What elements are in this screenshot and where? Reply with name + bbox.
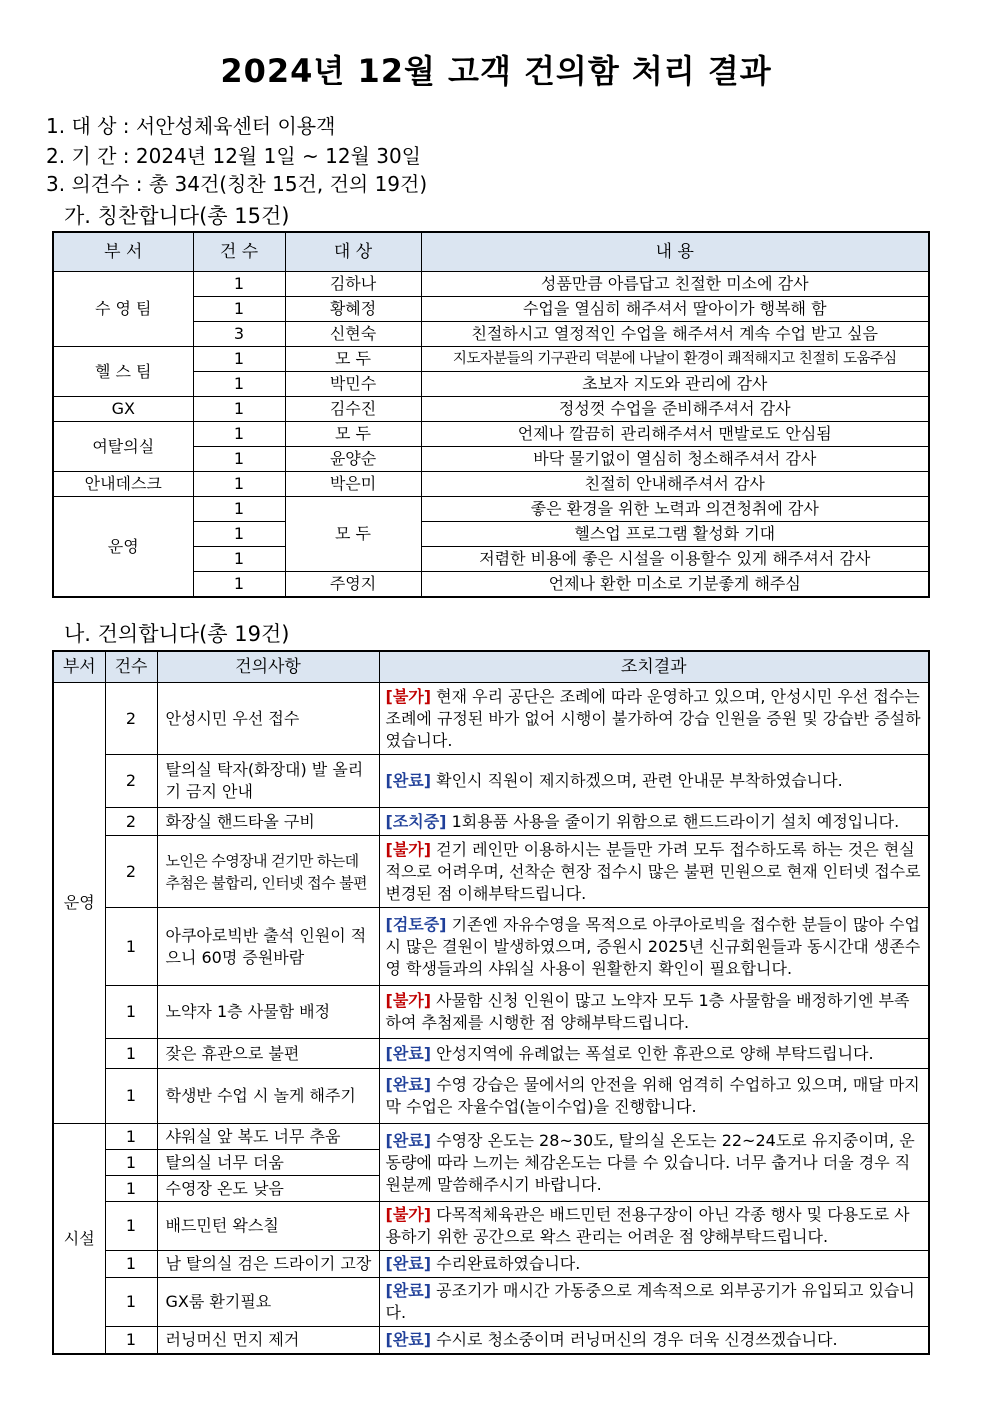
item-cell: 학생반 수업 시 놀게 해주기: [157, 1069, 379, 1124]
info-label: 2. 기 간 :: [46, 144, 136, 168]
item-cell: 아쿠아로빅반 출석 인원이 적으니 60명 증원바람: [157, 908, 379, 986]
table-row: [53, 497, 929, 522]
count-cell: 1: [105, 1124, 157, 1150]
status-tag: [조치중]: [385, 811, 447, 831]
target-cell: 박민수: [285, 372, 421, 397]
info-value: 총 34건(칭찬 15건, 건의 19건): [148, 172, 428, 196]
count-cell: 1: [193, 297, 285, 322]
content-cell: 지도자분들의 기구관리 덕분에 나날이 환경이 쾌적해지고 친절히 도움주심: [421, 347, 929, 372]
item-cell: 잦은 휴관으로 불편: [157, 1039, 379, 1069]
table-row: [53, 347, 929, 372]
header-result: 조치결과: [379, 651, 929, 683]
status-tag: [완료]: [385, 1254, 432, 1273]
table-header-row: [53, 651, 929, 683]
result-cell: [379, 683, 929, 755]
content-cell: 정성껏 수업을 준비해주셔서 감사: [421, 397, 929, 422]
table-row: [53, 472, 929, 497]
count-cell: 1: [105, 1150, 157, 1176]
result-cell: [379, 808, 929, 836]
item-cell: 샤워실 앞 복도 너무 추움: [157, 1124, 379, 1150]
status-tag: [불가]: [385, 1205, 432, 1224]
status-tag: [검토중]: [385, 914, 447, 934]
document-title: 2024년 12월 고객 건의함 처리 결과: [220, 52, 772, 90]
header-count: 건수: [105, 651, 157, 683]
count-cell: 1: [105, 1069, 157, 1124]
dept-cell: GX: [53, 397, 193, 422]
info-label: 1. 대 상 :: [46, 114, 136, 138]
content-cell: 언제나 환한 미소로 기분좋게 해주심: [421, 572, 929, 598]
count-cell: 1: [193, 422, 285, 447]
count-cell: 1: [105, 986, 157, 1039]
content-cell: 좋은 환경을 위한 노력과 의견청취에 감사: [421, 497, 929, 522]
count-cell: 1: [193, 472, 285, 497]
dept-cell: 운영: [53, 683, 105, 1124]
result-cell: [379, 1327, 929, 1355]
count-cell: 3: [193, 322, 285, 347]
item-cell: 수영장 온도 낮음: [157, 1176, 379, 1202]
result-text: 사물함 신청 인원이 많고 노약자 모두 1층 사물함을 배정하기엔 부족하여 추첨제를 시행한 점 양해부탁드립니다.: [385, 991, 910, 1032]
dept-cell: 수 영 팀: [53, 272, 193, 347]
content-cell: 초보자 지도와 관리에 감사: [421, 372, 929, 397]
table-row: [53, 272, 929, 297]
item-cell: 탈의실 탁자(화장대) 발 올리기 금지 안내: [157, 755, 379, 808]
result-cell: [379, 908, 929, 986]
table-header-row: [53, 232, 929, 272]
table-row: [53, 397, 929, 422]
status-tag: [불가]: [385, 991, 432, 1010]
count-cell: 1: [105, 908, 157, 986]
item-cell: 배드민턴 왁스칠: [157, 1202, 379, 1251]
header-dept: 부 서: [53, 232, 193, 272]
content-cell: 바닥 물기없이 열심히 청소해주셔서 감사: [421, 447, 929, 472]
count-cell: 1: [193, 572, 285, 598]
result-text: 수영 강습은 물에서의 안전을 위해 엄격히 수업하고 있으며, 매달 마지막 수업은 자율수업(놀이수업)을 진행합니다.: [385, 1075, 920, 1116]
count-cell: 1: [193, 347, 285, 372]
target-cell: 박은미: [285, 472, 421, 497]
info-value: 2024년 12월 1일 ~ 12월 30일: [135, 144, 422, 168]
item-cell: 러닝머신 먼지 제거: [157, 1327, 379, 1355]
table-row: [53, 1327, 929, 1355]
item-cell: 탈의실 너무 더움: [157, 1150, 379, 1176]
table-row: [53, 808, 929, 836]
target-cell: 황혜정: [285, 297, 421, 322]
count-cell: 1: [193, 497, 285, 522]
suggest-table: [52, 650, 930, 1355]
count-cell: 1: [105, 1327, 157, 1355]
result-text: 다목적체육관은 배드민턴 전용구장이 아닌 각종 행사 및 다용도로 사용하기 위한 공간으로 왁스 관리는 어려운 점 양해부탁드립니다.: [385, 1205, 910, 1246]
info-value: 서안성체육센터 이용객: [135, 114, 336, 138]
result-text: 안성지역에 유례없는 폭설로 인한 휴관으로 양해 부탁드립니다.: [431, 1043, 874, 1063]
target-cell: 주영지: [285, 572, 421, 598]
item-cell: GX룸 환기필요: [157, 1278, 379, 1327]
count-cell: 1: [105, 1202, 157, 1251]
result-cell: [379, 1069, 929, 1124]
status-tag: [완료]: [385, 1075, 432, 1094]
target-cell: 모 두: [285, 497, 421, 572]
dept-cell: 운영: [53, 497, 193, 598]
table-row: [53, 1124, 929, 1150]
table-row: [53, 986, 929, 1039]
result-cell: [379, 1202, 929, 1251]
status-tag: [완료]: [385, 1330, 432, 1349]
dept-cell: 안내데스크: [53, 472, 193, 497]
table-row: [53, 683, 929, 755]
count-cell: 1: [193, 447, 285, 472]
status-tag: [완료]: [385, 771, 432, 790]
count-cell: 1: [105, 1039, 157, 1069]
result-text: 수영장 온도는 28~30도, 탈의실 온도는 22~24도로 유지중이며, 운동량에 따라 느끼는 체감온도는 다를 수 있습니다. 너무 춥거나 더울 경우 직원분께 말씀해주시기 바랍니다.: [385, 1130, 915, 1194]
item-cell: 노인은 수영장내 걷기만 하는데 추첨은 불합리, 인터넷 접수 불편: [157, 836, 379, 908]
target-cell: 김하나: [285, 272, 421, 297]
count-cell: 1: [193, 522, 285, 547]
target-cell: 신현숙: [285, 322, 421, 347]
result-text: 수시로 청소중이며 러닝머신의 경우 더욱 신경쓰겠습니다.: [431, 1330, 838, 1349]
status-tag: [완료]: [385, 1130, 432, 1150]
result-cell: [379, 986, 929, 1039]
table-row: [53, 1039, 929, 1069]
item-cell: 화장실 핸드타올 구비: [157, 808, 379, 836]
praise-table: [52, 231, 930, 598]
item-cell: 노약자 1층 사물함 배정: [157, 986, 379, 1039]
result-text: 기존엔 자유수영을 목적으로 아쿠아로빅을 접수한 분들이 많아 수업시 많은 결원이 발생하였으며, 증원시 2025년 신규회원들과 동시간대 생존수영 학생들과의 샤워실 사용이 원활한지 확인이 필요합니다.: [385, 914, 921, 978]
target-cell: 모 두: [285, 347, 421, 372]
dept-cell: 시설: [53, 1124, 105, 1355]
table-row: [53, 836, 929, 908]
dept-cell: 헬 스 팀: [53, 347, 193, 397]
header-dept: 부서: [53, 651, 105, 683]
result-cell: [379, 836, 929, 908]
table-row: [53, 908, 929, 986]
result-text: 현재 우리 공단은 조례에 따라 운영하고 있으며, 안성시민 우선 접수는 조례에 규정된 바가 없어 시행이 불가하여 강습 인원을 증원 및 강습반 증설하였습니다.: [385, 686, 921, 750]
count-cell: 1: [105, 1278, 157, 1327]
result-text: 1회용품 사용을 줄이기 위함으로 핸드드라이기 설치 예정입니다.: [446, 811, 900, 831]
item-cell: 안성시민 우선 접수: [157, 683, 379, 755]
item-cell: 남 탈의실 검은 드라이기 고장: [157, 1251, 379, 1278]
content-cell: 저렴한 비용에 좋은 시설을 이용할수 있게 해주셔서 감사: [421, 547, 929, 572]
info-target: [46, 110, 335, 139]
table-row: [53, 1251, 929, 1278]
count-cell: 1: [105, 1176, 157, 1202]
status-tag: [완료]: [385, 1043, 432, 1063]
status-tag: [불가]: [385, 839, 432, 859]
result-cell: [379, 1039, 929, 1069]
content-cell: 성품만큼 아름답고 친절한 미소에 감사: [421, 272, 929, 297]
table-row: [53, 1278, 929, 1327]
target-cell: 윤양순: [285, 447, 421, 472]
status-tag: [완료]: [385, 1281, 432, 1300]
count-cell: 1: [193, 372, 285, 397]
table-row: [53, 1202, 929, 1251]
table-row: [53, 422, 929, 447]
info-label: 3. 의견수 :: [46, 172, 149, 196]
count-cell: 1: [193, 272, 285, 297]
count-cell: 2: [105, 755, 157, 808]
header-target: 대 상: [285, 232, 421, 272]
target-cell: 김수진: [285, 397, 421, 422]
header-item: 건의사항: [157, 651, 379, 683]
count-cell: 1: [193, 397, 285, 422]
result-text: 걷기 레인만 이용하시는 분들만 가려 모두 접수하도록 하는 것은 현실적으로 어려우며, 선착순 현장 접수시 많은 불편 민원으로 현재 인터넷 접수로 변경된 점 이해부탁드립니다.: [385, 839, 921, 903]
count-cell: 1: [193, 547, 285, 572]
suggest-heading: 나. 건의합니다(총 19건): [64, 622, 290, 646]
result-cell: [379, 1278, 929, 1327]
result-cell: [379, 1251, 929, 1278]
status-tag: [불가]: [385, 686, 432, 706]
count-cell: 2: [105, 836, 157, 908]
count-cell: 2: [105, 808, 157, 836]
content-cell: 수업을 열심히 해주셔서 딸아이가 행복해 함: [421, 297, 929, 322]
target-cell: 모 두: [285, 422, 421, 447]
result-cell: [379, 1124, 929, 1202]
table-row: [53, 1069, 929, 1124]
header-content: 내 용: [421, 232, 929, 272]
result-cell: [379, 755, 929, 808]
content-cell: 헬스업 프로그램 활성화 기대: [421, 522, 929, 547]
count-cell: 1: [105, 1251, 157, 1278]
info-period: [46, 140, 421, 169]
result-text: 수리완료하였습니다.: [431, 1254, 581, 1273]
praise-heading: 가. 칭찬합니다(총 15건): [64, 204, 290, 228]
count-cell: 2: [105, 683, 157, 755]
info-count: [46, 168, 427, 197]
result-text: 확인시 직원이 제지하겠으며, 관련 안내문 부착하였습니다.: [431, 771, 843, 790]
table-row: [53, 755, 929, 808]
content-cell: 친절히 안내해주셔서 감사: [421, 472, 929, 497]
dept-cell: 여탈의실: [53, 422, 193, 472]
content-cell: 언제나 깔끔히 관리해주셔서 맨발로도 안심됨: [421, 422, 929, 447]
result-text: 공조기가 매시간 가동중으로 계속적으로 외부공기가 유입되고 있습니다.: [385, 1281, 915, 1322]
header-count: 건 수: [193, 232, 285, 272]
content-cell: 친절하시고 열정적인 수업을 해주셔서 계속 수업 받고 싶음: [421, 322, 929, 347]
